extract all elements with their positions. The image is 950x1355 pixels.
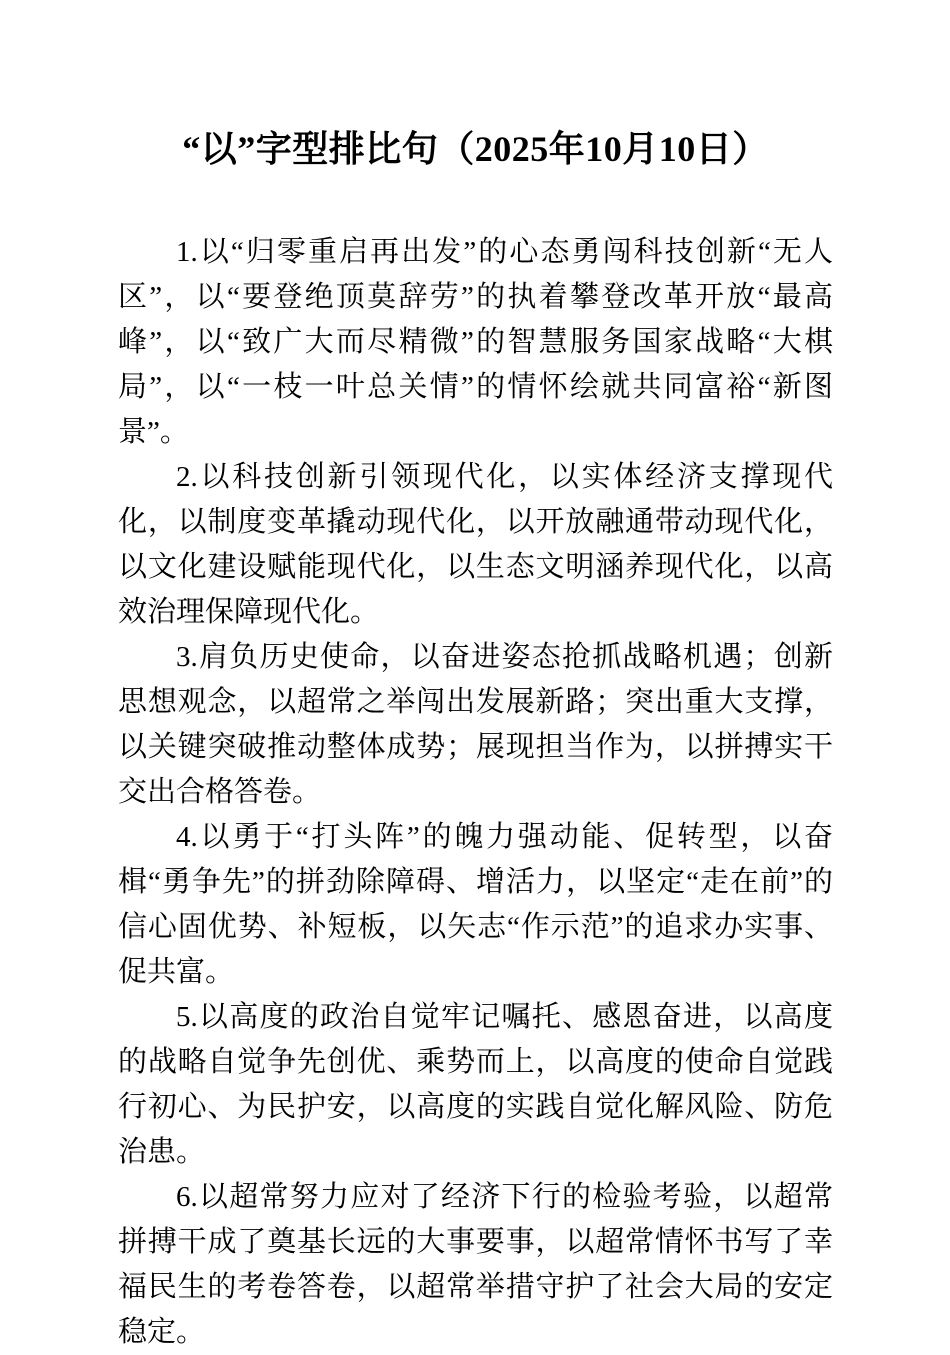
paragraph-1: 1.以“归零重启再出发”的心态勇闯科技创新“无人区”，以“要登绝顶莫辞劳”的执着攀登改革开放“最高峰”，以“致广大而尽精微”的智慧服务国家战略“大棋局”，以“一枝一叶总关情”的情怀绘就共同富裕“新图景”。 bbox=[118, 236, 833, 448]
paragraph-3: 3.肩负历史使命，以奋进姿态抢抓战略机遇；创新思想观念，以超常之举闯出发展新路；突出重大支撑，以关键突破推动整体成势；展现担当作为，以拼搏实干交出合格答卷。 bbox=[118, 641, 833, 808]
paragraph-6: 6.以超常努力应对了经济下行的检验考验，以超常拼搏干成了奠基长远的大事要事，以超常情怀书写了幸福民生的考卷答卷，以超常举措守护了社会大局的安定稳定。 bbox=[118, 1181, 833, 1348]
paragraph-4: 4.以勇于“打头阵”的魄力强动能、促转型，以奋楫“勇争先”的拼劲除障碍、增活力，以坚定“走在前”的信心固优势、补短板，以矢志“作示范”的追求办实事、促共富。 bbox=[118, 821, 833, 988]
paragraph-2: 2.以科技创新引领现代化，以实体经济支撑现代化，以制度变革撬动现代化，以开放融通带动现代化，以文化建设赋能现代化，以生态文明涵养现代化，以高效治理保障现代化。 bbox=[118, 461, 833, 628]
paragraph-5: 5.以高度的政治自觉牢记嘱托、感恩奋进，以高度的战略自觉争先创优、乘势而上，以高度的使命自觉践行初心、为民护安，以高度的实践自觉化解风险、防危治患。 bbox=[118, 1001, 833, 1168]
document-title: “以”字型排比句（2025年10月10日） bbox=[182, 129, 769, 169]
document-body bbox=[118, 230, 833, 1355]
